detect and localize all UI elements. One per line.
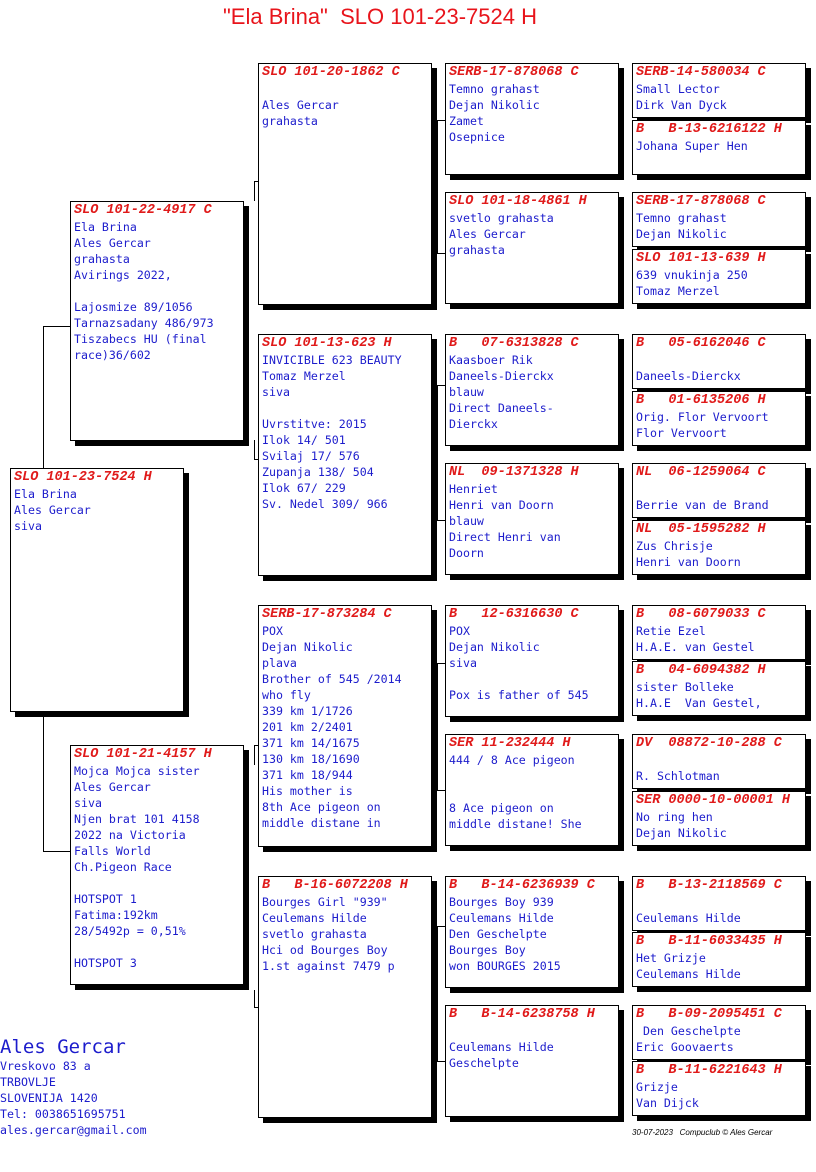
pigeon-detail-line: Temno grahast	[636, 211, 727, 225]
ring-number: B B-13-6216122 H	[636, 122, 782, 137]
pigeon-detail-line: Zus Chrisje	[636, 539, 713, 553]
pigeon-detail-line: Tiszabecs HU (final	[74, 332, 207, 346]
pigeon-details	[633, 538, 805, 570]
pigeon-detail-line: Hci od Bourges Boy	[262, 943, 388, 957]
pigeon-detail-line: POX	[262, 624, 283, 638]
pigeon-detail-line	[636, 352, 802, 368]
pigeon-detail-line: No ring hen	[636, 810, 713, 824]
pigeon-detail-line: Den Geschelpte	[449, 927, 547, 941]
dam-sire-sire-card	[445, 605, 619, 717]
pigeon-details	[633, 950, 805, 982]
ring-number: SERB-14-580034 C	[636, 65, 766, 80]
pigeon-detail-line: Bourges Boy	[449, 943, 526, 957]
pigeon-details	[446, 752, 618, 832]
pigeon-detail-line: svetlo grahasta	[449, 211, 554, 225]
ring-number: B 07-6313828 C	[449, 336, 579, 351]
pigeon-detail-line: Sv. Nedel 309/ 966	[262, 497, 388, 511]
ring-number: NL 09-1371328 H	[449, 465, 579, 480]
pigeon-detail-line	[74, 283, 240, 299]
connector-line	[437, 120, 438, 254]
pigeon-detail-line: Dejan Nikolic	[636, 227, 727, 241]
pigeon-detail-line: 8 Ace pigeon on	[449, 801, 554, 815]
pigeon-detail-line: 339 km 1/1726	[262, 704, 353, 718]
pigeon-detail-line: siva	[449, 656, 477, 670]
pigeon-detail-line: svetlo grahasta	[262, 927, 367, 941]
ring-number: B 01-6135206 H	[636, 393, 766, 408]
pigeon-detail-line: H.A.E Van Gestel,	[636, 696, 762, 710]
connector-line	[254, 990, 255, 1008]
pigeon-details	[259, 81, 431, 129]
connector-line	[43, 326, 70, 327]
pigeon-detail-line: R. Schlotman	[636, 769, 720, 783]
ring-number: SERB-17-878068 C	[449, 65, 579, 80]
ancestor-card	[632, 391, 806, 446]
dam-sire-card	[258, 605, 432, 847]
ancestor-card	[632, 463, 806, 518]
pigeon-detail-line: Ilok 14/ 501	[262, 433, 346, 447]
pigeon-detail-line: Zamet	[449, 114, 484, 128]
owner-contact	[0, 1036, 147, 1138]
pigeon-detail-line: HOTSPOT 1	[74, 892, 137, 906]
pigeon-detail-line: Van Dijck	[636, 1096, 699, 1110]
ring-number: SLO 101-13-623 H	[262, 336, 392, 351]
pigeon-detail-line: Henri van Doorn	[636, 555, 741, 569]
pigeon-detail-line: grahasta	[74, 252, 130, 266]
dam-dam-dam-card	[445, 1005, 619, 1117]
pigeon-detail-line: 1.st against 7479 p	[262, 959, 395, 973]
connector-line	[437, 926, 438, 1062]
pigeon-detail-line: Ales Gercar	[74, 236, 151, 250]
owner-name: Ales Gercar	[0, 1036, 126, 1058]
connector-line	[437, 385, 438, 521]
pigeon-detail-line: Het Grizje	[636, 951, 706, 965]
sire-sire-dam-card	[445, 192, 619, 304]
pigeon-detail-line: Ela Brina	[74, 220, 137, 234]
pigeon-detail-line: Flor Vervoort	[636, 426, 727, 440]
pigeon-detail-line: Dejan Nikolic	[262, 640, 353, 654]
connector-line	[437, 253, 445, 254]
ancestor-card	[632, 520, 806, 575]
pigeon-details	[633, 138, 805, 154]
ancestor-card	[632, 791, 806, 846]
pigeon-detail-line: Berrie van de Brand	[636, 498, 769, 512]
ring-number: B 05-6162046 C	[636, 336, 766, 351]
pigeon-details	[633, 809, 805, 841]
pigeon-detail-line: blauw	[449, 514, 484, 528]
ring-number: B B-16-6072208 H	[262, 878, 408, 893]
connector-line	[437, 120, 445, 121]
ancestor-card	[632, 932, 806, 987]
pigeon-detail-line: 130 km 18/1690	[262, 752, 360, 766]
pigeon-detail-line	[262, 81, 428, 97]
ring-number: B B-11-6033435 H	[636, 934, 782, 949]
ancestor-card	[632, 334, 806, 389]
pigeon-details	[446, 210, 618, 258]
ring-number: B B-09-2095451 C	[636, 1007, 782, 1022]
connector-line	[254, 440, 255, 460]
pigeon-details	[259, 623, 431, 831]
pigeon-detail-line: Doorn	[449, 546, 484, 560]
ring-number: SLO 101-23-7524 H	[14, 470, 152, 485]
pigeon-detail-line: Ales Gercar	[74, 780, 151, 794]
footer-credit: 30-07-2023 Compuclub © Ales Gercar	[632, 1128, 773, 1137]
pedigree-title: "Ela Brina" SLO 101-23-7524 H	[222, 4, 537, 29]
ring-number: B 04-6094382 H	[636, 663, 766, 678]
pigeon-details	[633, 623, 805, 655]
pigeon-detail-line: Uvrstitve: 2015	[262, 417, 367, 431]
pigeon-details	[446, 481, 618, 561]
pigeon-detail-line: blauw	[449, 385, 484, 399]
pigeon-details	[633, 267, 805, 299]
pigeon-details	[633, 1079, 805, 1111]
ring-number: SERB-17-873284 C	[262, 607, 392, 622]
connector-line	[437, 663, 438, 791]
ring-number: SLO 101-21-4157 H	[74, 747, 212, 762]
sire-dam-dam-card	[445, 463, 619, 575]
pigeon-details	[446, 352, 618, 432]
dam-card	[70, 745, 244, 985]
pigeon-details	[633, 409, 805, 441]
pigeon-detail-line: grahasta	[449, 243, 505, 257]
connector-line	[437, 790, 445, 791]
pigeon-detail-line: Dejan Nikolic	[636, 826, 727, 840]
pigeon-detail-line: Ceulemans Hilde	[449, 1040, 554, 1054]
pigeon-detail-line: won BOURGES 2015	[449, 959, 561, 973]
pigeon-details	[633, 894, 805, 926]
connector-line	[254, 181, 255, 201]
pigeon-details	[633, 210, 805, 242]
pigeon-detail-line: siva	[74, 796, 102, 810]
ancestor-card	[632, 63, 806, 118]
pigeon-detail-line: Svilaj 17/ 576	[262, 449, 360, 463]
pigeon-detail-line: Dirk Van Dyck	[636, 98, 727, 112]
pigeon-detail-line: His mother is	[262, 784, 353, 798]
pigeon-detail-line: race)36/602	[74, 348, 151, 362]
ancestor-card	[632, 876, 806, 931]
ancestor-card	[632, 192, 806, 247]
pigeon-detail-line: sister Bolleke	[636, 680, 734, 694]
sire-sire-card	[258, 63, 432, 305]
owner-email[interactable]: ales.gercar@gmail.com	[0, 1123, 147, 1137]
pigeon-detail-line	[449, 784, 615, 800]
pigeon-details	[633, 1023, 805, 1055]
ancestor-card	[632, 1005, 806, 1060]
pigeon-details	[446, 894, 618, 974]
pigeon-detail-line: Ceulemans Hilde	[636, 911, 741, 925]
pigeon-detail-line	[449, 768, 615, 784]
pigeon-detail-line: 371 km 14/1675	[262, 736, 360, 750]
dam-sire-dam-card	[445, 734, 619, 846]
ring-number: SERB-17-878068 C	[636, 194, 766, 209]
pigeon-detail-line: Dierckx	[449, 417, 498, 431]
ancestor-card	[632, 734, 806, 789]
dam-dam-sire-card	[445, 876, 619, 988]
ring-number: B 12-6316630 C	[449, 607, 579, 622]
ring-number: DV 08872-10-288 C	[636, 736, 782, 751]
pigeon-detail-line	[74, 875, 240, 891]
pigeon-detail-line: Bourges Girl "939"	[262, 895, 388, 909]
pigeon-details	[446, 81, 618, 145]
pigeon-detail-line: Zupanja 138/ 504	[262, 465, 374, 479]
connector-line	[437, 663, 445, 664]
pigeon-detail-line: Bourges Boy 939	[449, 895, 554, 909]
connector-line	[437, 1061, 445, 1062]
pigeon-details	[633, 352, 805, 384]
pigeon-detail-line: 28/5492p = 0,51%	[74, 924, 186, 938]
ring-number: B 08-6079033 C	[636, 607, 766, 622]
pigeon-detail-line	[636, 894, 802, 910]
pigeon-detail-line: Direct Henri van	[449, 530, 561, 544]
pigeon-detail-line: 8th Ace pigeon on	[262, 800, 381, 814]
pigeon-detail-line: 371 km 18/944	[262, 768, 353, 782]
pigeon-detail-line: Tomaz Merzel	[636, 284, 720, 298]
sire-dam-sire-card	[445, 334, 619, 446]
ring-number: B B-13-2118569 C	[636, 878, 782, 893]
pigeon-detail-line: POX	[449, 624, 470, 638]
pigeon-details	[11, 486, 183, 534]
pigeon-detail-line: Njen brat 101 4158	[74, 812, 200, 826]
sire-dam-card	[258, 334, 432, 576]
ring-number: NL 06-1259064 C	[636, 465, 766, 480]
ring-number: SLO 101-13-639 H	[636, 251, 766, 266]
pigeon-detail-line: 639 vnukinja 250	[636, 268, 748, 282]
owner-phone: Tel: 0038651695751	[0, 1107, 126, 1121]
connector-line	[43, 851, 70, 852]
pigeon-detail-line: middle distane in	[262, 816, 381, 830]
pigeon-detail-line: Pox is father of 545	[449, 688, 589, 702]
pigeon-detail-line: plava	[262, 656, 297, 670]
pigeon-detail-line: Ch.Pigeon Race	[74, 860, 172, 874]
pigeon-details	[446, 623, 618, 703]
sire-card	[70, 201, 244, 441]
pigeon-detail-line: Dejan Nikolic	[449, 98, 540, 112]
pigeon-detail-line: Osepnice	[449, 130, 505, 144]
pigeon-details	[259, 894, 431, 974]
pigeon-detail-line: Lajosmize 89/1056	[74, 300, 193, 314]
pigeon-detail-line: 2022 na Victoria	[74, 828, 186, 842]
pigeon-details	[71, 219, 243, 363]
pigeon-details	[71, 763, 243, 971]
pigeon-detail-line: Brother of 545 /2014	[262, 672, 402, 686]
sire-sire-sire-card	[445, 63, 619, 175]
pigeon-detail-line: Ilok 67/ 229	[262, 481, 346, 495]
pigeon-details	[446, 1023, 618, 1071]
pigeon-details	[633, 81, 805, 113]
pigeon-detail-line: Dejan Nikolic	[449, 640, 540, 654]
pigeon-detail-line: who fly	[262, 688, 311, 702]
owner-address-line: TRBOVLJE	[0, 1075, 56, 1089]
pigeon-detail-line: Direct Daneels-	[449, 401, 554, 415]
pigeon-detail-line	[636, 752, 802, 768]
ancestor-card	[632, 605, 806, 660]
ancestor-card	[632, 1061, 806, 1116]
pigeon-detail-line: Ceulemans Hilde	[449, 911, 554, 925]
pigeon-detail-line: Kaasboer Rik	[449, 353, 533, 367]
pigeon-detail-line: Henriet	[449, 482, 498, 496]
ring-number: SER 11-232444 H	[449, 736, 571, 751]
pigeon-detail-line: Grizje	[636, 1080, 678, 1094]
ring-number: SER 0000-10-00001 H	[636, 793, 790, 808]
pigeon-detail-line: siva	[14, 519, 42, 533]
pigeon-detail-line: Ales Gercar	[449, 227, 526, 241]
pigeon-detail-line: INVICIBLE 623 BEAUTY	[262, 353, 402, 367]
ring-number: B B-14-6238758 H	[449, 1007, 595, 1022]
pigeon-detail-line: Henri van Doorn	[449, 498, 554, 512]
ring-number: SLO 101-20-1862 C	[262, 65, 400, 80]
pigeon-detail-line	[636, 481, 802, 497]
pigeon-detail-line: Daneels-Dierckx	[449, 369, 554, 383]
ring-number: B B-14-6236939 C	[449, 878, 595, 893]
ring-number: SLO 101-18-4861 H	[449, 194, 587, 209]
pigeon-detail-line	[262, 400, 428, 416]
ancestor-card	[632, 249, 806, 304]
connector-line	[43, 712, 44, 852]
connector-line	[437, 520, 445, 521]
pigeon-detail-line: Orig. Flor Vervoort	[636, 410, 769, 424]
pigeon-detail-line: Ales Gercar	[262, 98, 339, 112]
ring-number: NL 05-1595282 H	[636, 522, 766, 537]
pigeon-detail-line: Johana Super Hen	[636, 139, 748, 153]
pigeon-detail-line: Geschelpte	[449, 1056, 519, 1070]
pigeon-detail-line	[449, 671, 615, 687]
pigeon-detail-line: Falls World	[74, 844, 151, 858]
pigeon-details	[633, 679, 805, 711]
dam-dam-card	[258, 876, 432, 1118]
pigeon-detail-line: Ceulemans Hilde	[636, 967, 741, 981]
pigeon-detail-line: H.A.E. van Gestel	[636, 640, 755, 654]
pigeon-detail-line: 444 / 8 Ace pigeon	[449, 753, 575, 767]
connector-line	[43, 326, 44, 468]
ring-number: B B-11-6221643 H	[636, 1063, 782, 1078]
ancestor-card	[632, 120, 806, 175]
pigeon-detail-line: Fatima:192km	[74, 908, 158, 922]
pigeon-detail-line: Retie Ezel	[636, 624, 706, 638]
pigeon-detail-line	[449, 1023, 615, 1039]
pigeon-detail-line: Tomaz Merzel	[262, 369, 346, 383]
pigeon-details	[259, 352, 431, 512]
pigeon-detail-line: Ceulemans Hilde	[262, 911, 367, 925]
owner-address-line: SLOVENIJA 1420	[0, 1091, 98, 1105]
subject-pigeon-card	[10, 468, 184, 712]
pigeon-detail-line: Den Geschelpte	[636, 1024, 741, 1038]
connector-line	[254, 745, 255, 765]
pigeon-detail-line: 201 km 2/2401	[262, 720, 353, 734]
ring-number: SLO 101-22-4917 C	[74, 203, 212, 218]
pigeon-detail-line: middle distane! She	[449, 817, 582, 831]
pigeon-detail-line: Small Lector	[636, 82, 720, 96]
connector-line	[437, 385, 445, 386]
pigeon-detail-line: grahasta	[262, 114, 318, 128]
pigeon-detail-line: Mojca Mojca sister	[74, 764, 200, 778]
pigeon-detail-line: Eric Goovaerts	[636, 1040, 734, 1054]
owner-address-line: Vreskovo 83 a	[0, 1059, 91, 1073]
pigeon-detail-line: Daneels-Dierckx	[636, 369, 741, 383]
pigeon-detail-line: Avirings 2022,	[74, 268, 172, 282]
pigeon-detail-line: Tarnazsadany 486/973	[74, 316, 214, 330]
pigeon-detail-line: Ales Gercar	[14, 503, 91, 517]
pigeon-detail-line: siva	[262, 385, 290, 399]
pigeon-detail-line: Temno grahast	[449, 82, 540, 96]
connector-line	[437, 926, 445, 927]
pigeon-detail-line	[74, 939, 240, 955]
pigeon-details	[633, 752, 805, 784]
pigeon-detail-line: Ela Brina	[14, 487, 77, 501]
ancestor-card	[632, 661, 806, 716]
pigeon-detail-line: HOTSPOT 3	[74, 956, 137, 970]
pigeon-details	[633, 481, 805, 513]
